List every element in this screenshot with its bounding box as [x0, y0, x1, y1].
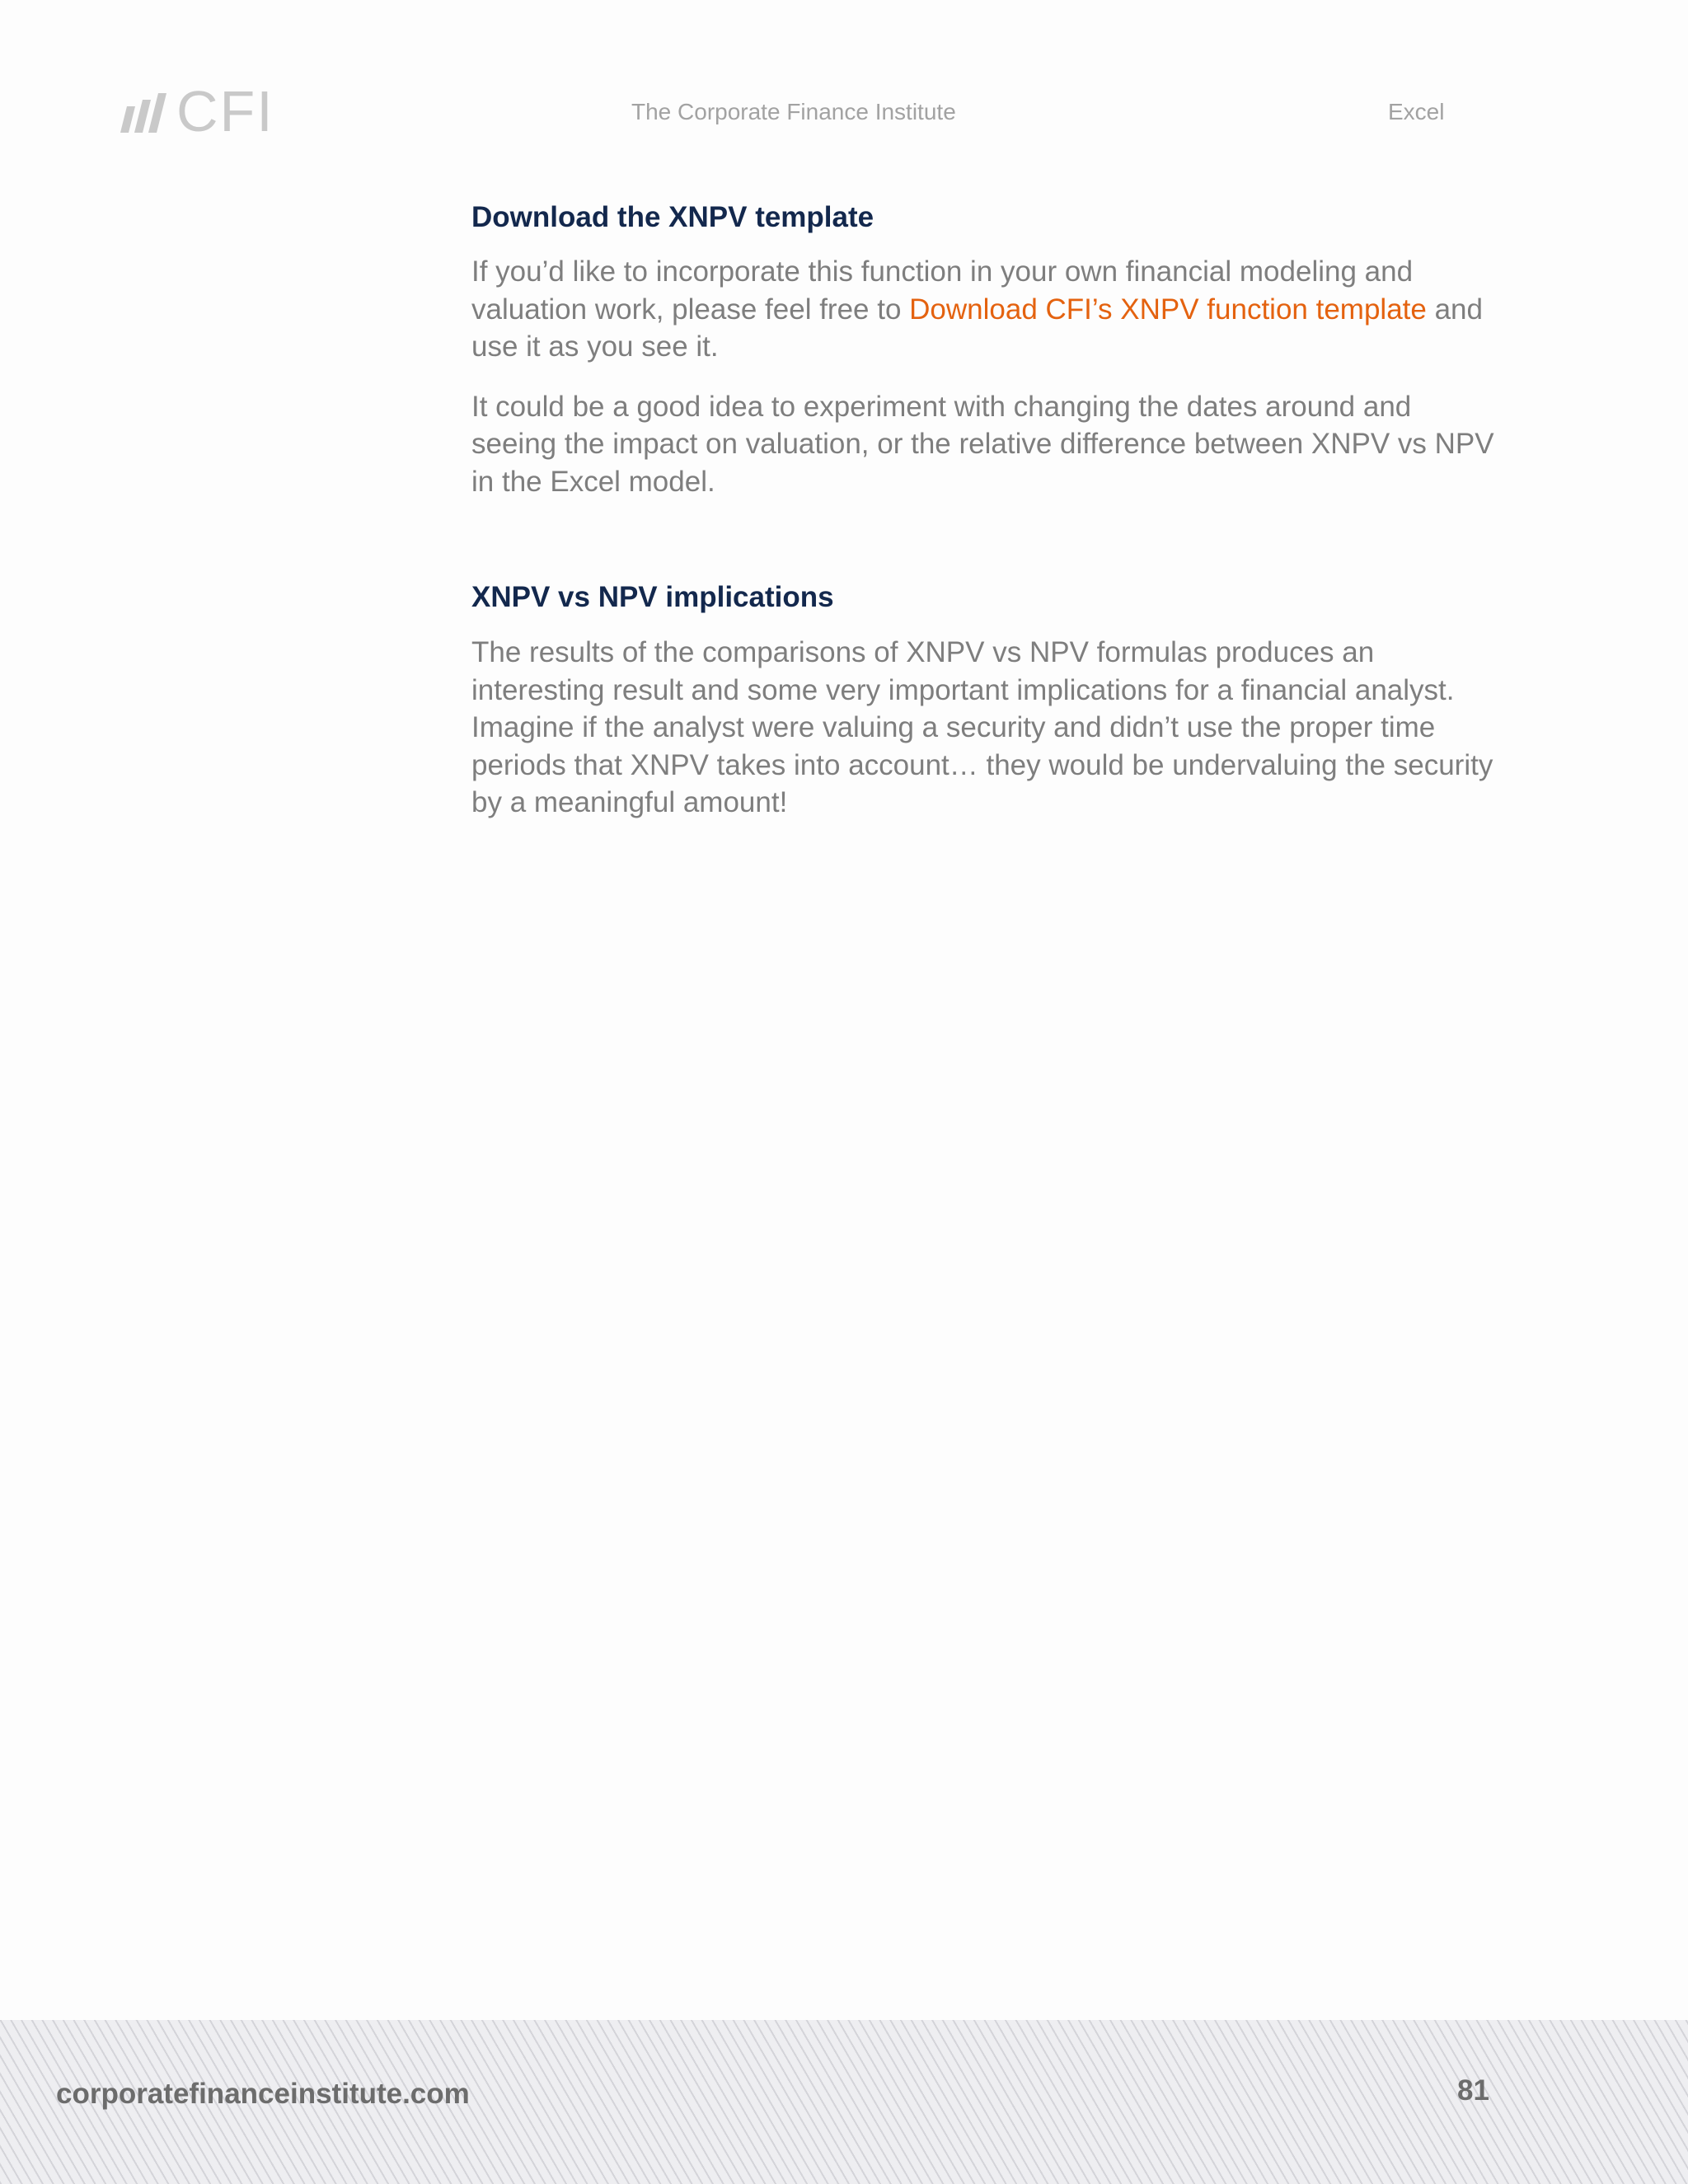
footer-website: corporatefinanceinstitute.com — [56, 2078, 470, 2110]
logo-text: CFI — [176, 79, 274, 143]
page-number: 81 — [1457, 2074, 1489, 2107]
page-footer — [0, 2020, 1688, 2184]
paragraph-text: and use it as you see it. — [471, 293, 1483, 363]
paragraph-text: If you’d like to incorporate this function in your own financial modeling and valuation work, please feel free to — [471, 255, 1414, 326]
section-heading-implications: XNPV vs NPV implications — [471, 581, 834, 613]
cfi-logo — [112, 79, 274, 143]
page-header — [0, 0, 1688, 165]
section-heading-download: Download the XNPV template — [471, 201, 874, 233]
header-institute-name: The Corporate Finance Institute — [631, 99, 956, 124]
main-content — [471, 196, 1502, 822]
header-section-label: Excel — [1388, 99, 1445, 124]
experiment-paragraph: It could be a good idea to experiment with changing the dates around and seeing the impact on valuation, or the relative difference between XNPV vs NPV in the Excel model. — [471, 390, 1494, 498]
cfi-logo-icon — [112, 90, 170, 133]
implications-paragraph: The results of the comparisons of XNPV vs NPV formulas produces an interesting result and some very important implications for a financial analyst. Imagine if the analyst were valuing a security and didn’t use the proper time periods that XNPV takes into account… they would be undervaluing the security by a meaningful amount! — [471, 636, 1493, 818]
download-template-link[interactable]: Download CFI’s XNPV function template — [909, 293, 1427, 326]
download-paragraph — [471, 253, 1502, 366]
